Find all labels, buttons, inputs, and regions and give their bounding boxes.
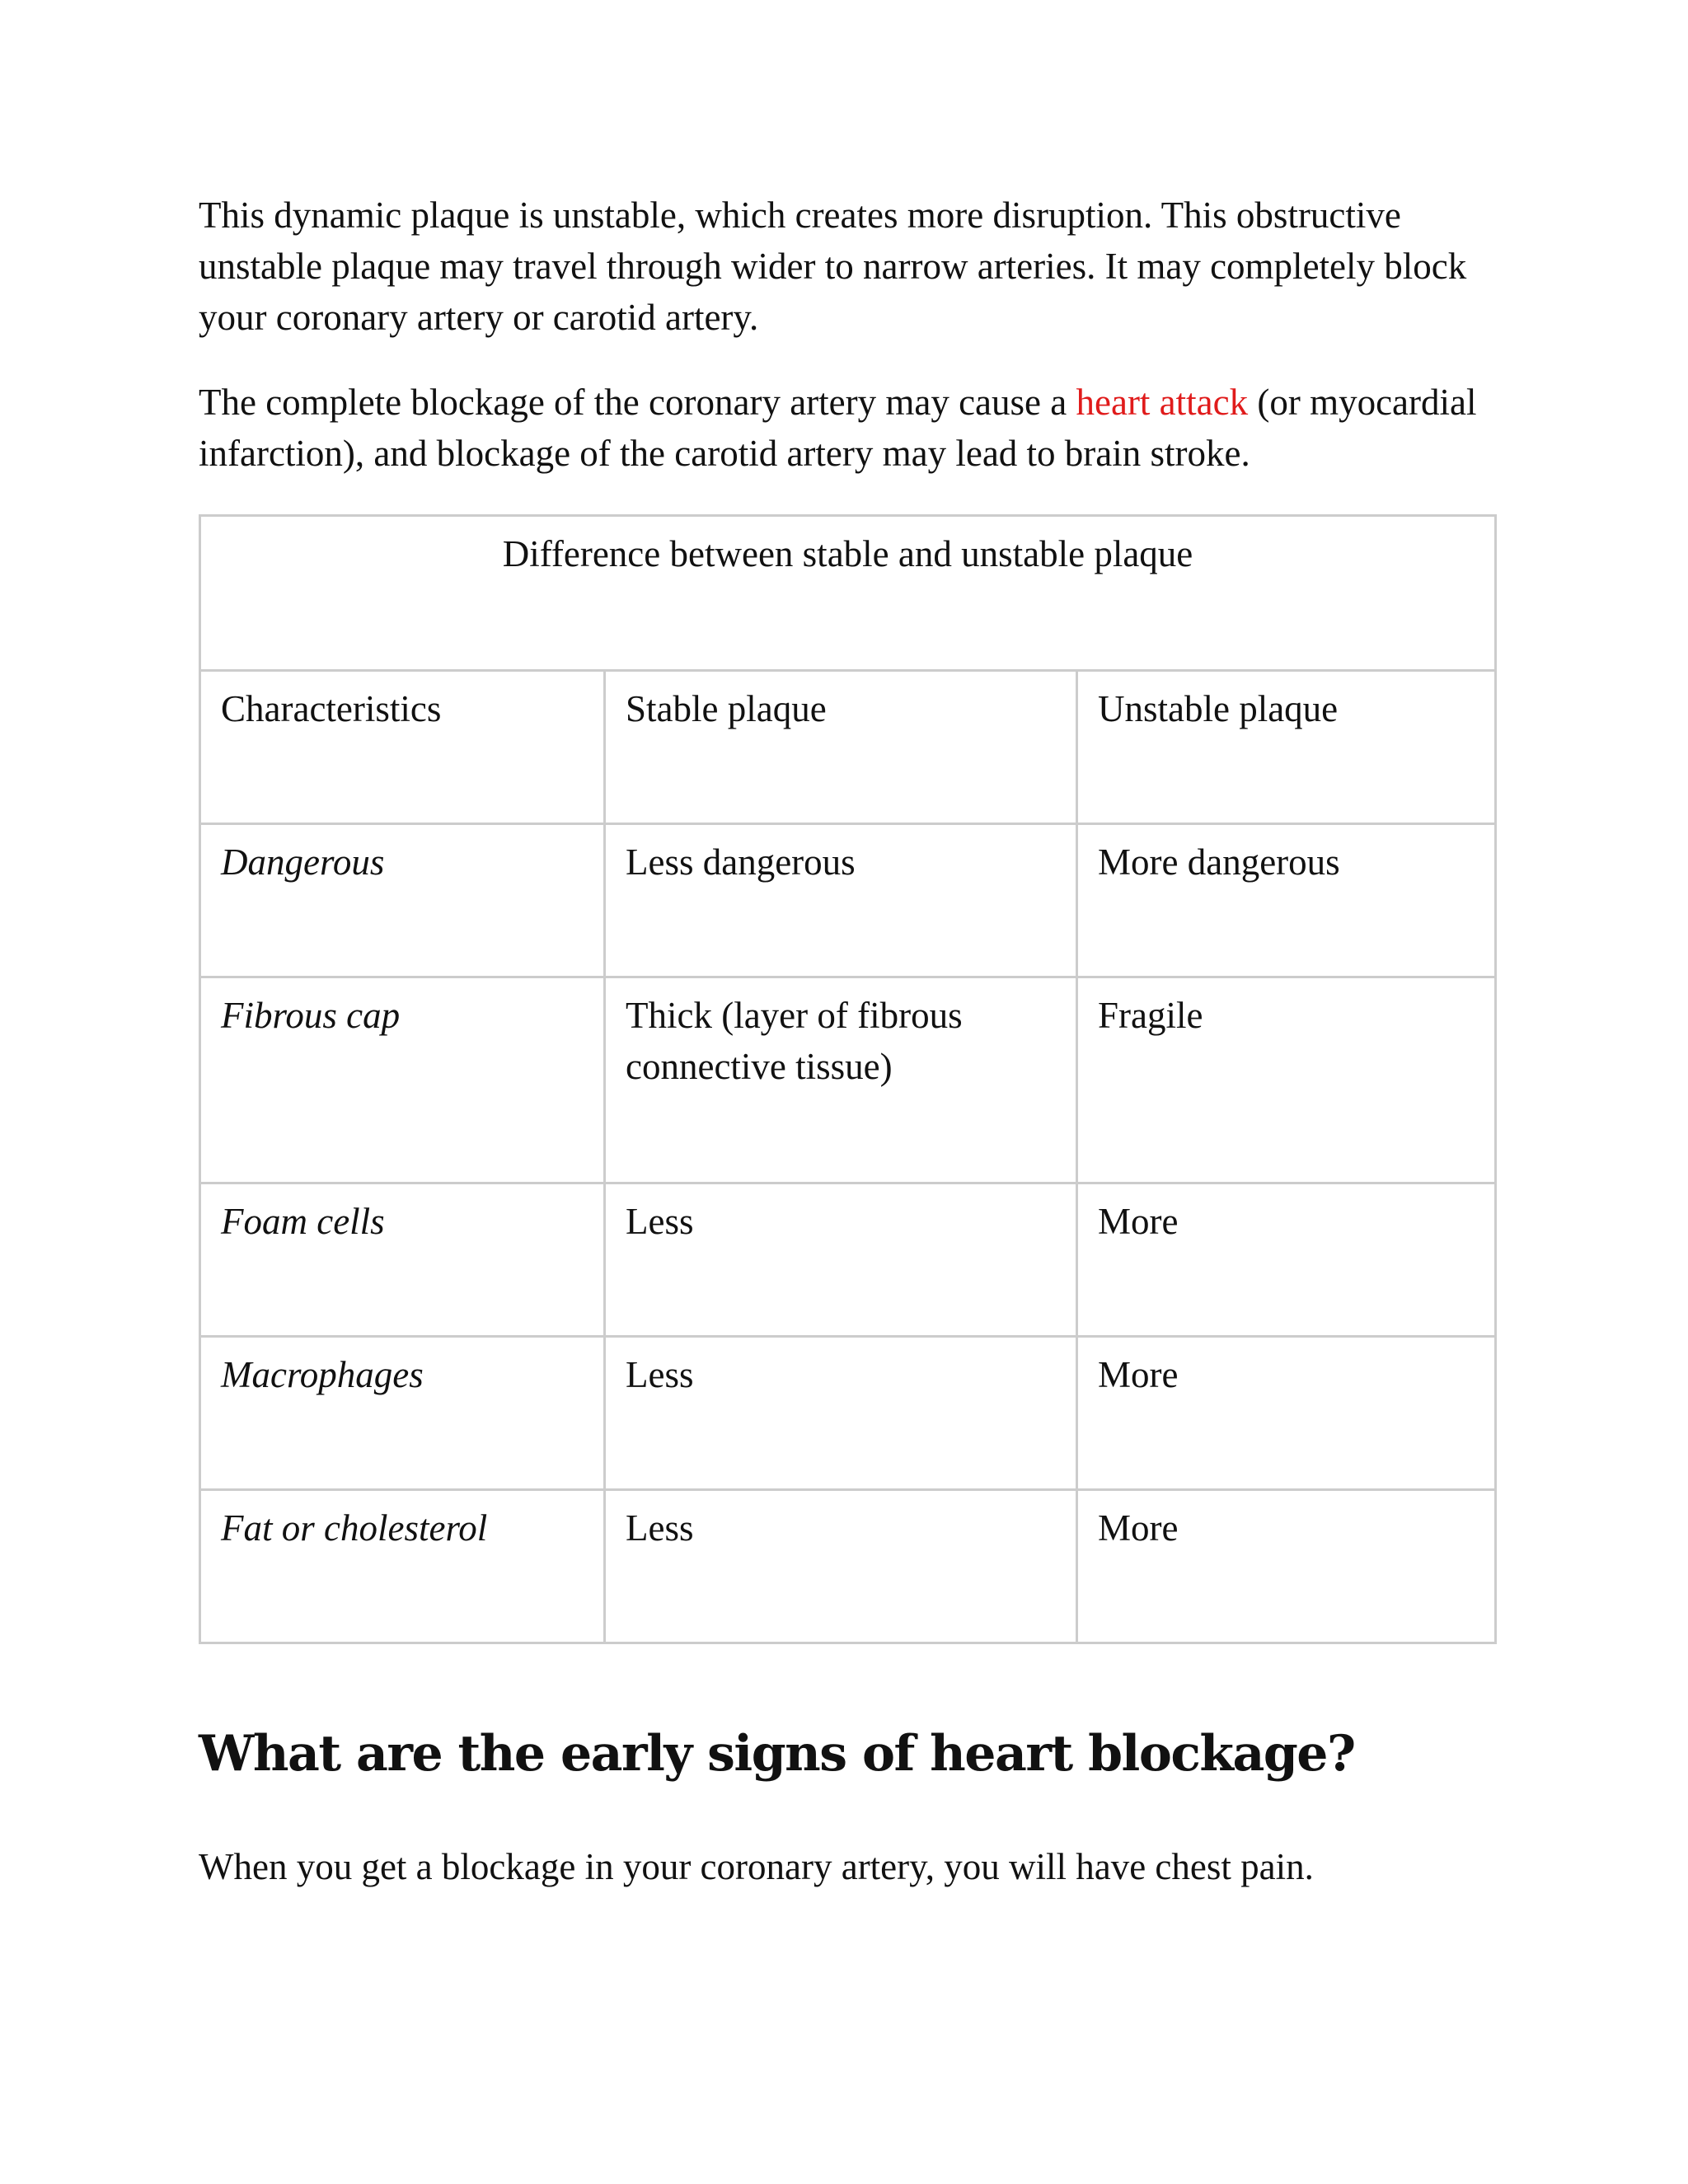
row-stable-value: Less [605, 1183, 1077, 1337]
paragraph-complete-blockage [199, 377, 1494, 479]
table-caption-row [200, 516, 1496, 671]
row-characteristic: Fibrous cap [200, 977, 605, 1183]
header-unstable-plaque: Unstable plaque [1077, 671, 1496, 824]
paragraph-text-before-link: The complete blockage of the coronary artery may cause a [199, 382, 1076, 423]
heart-attack-link[interactable]: heart attack [1076, 382, 1249, 423]
header-stable-plaque: Stable plaque [605, 671, 1077, 824]
table-caption: Difference between stable and unstable plaque [200, 516, 1496, 671]
row-characteristic: Dangerous [200, 824, 605, 977]
table-row [200, 1337, 1496, 1490]
row-stable-value: Thick (layer of fibrous connective tissue) [605, 977, 1077, 1183]
row-stable-value: Less dangerous [605, 824, 1077, 977]
table-row [200, 977, 1496, 1183]
row-stable-value: Less [605, 1490, 1077, 1643]
table-row [200, 824, 1496, 977]
row-characteristic: Foam cells [200, 1183, 605, 1337]
paragraph-unstable-plaque: This dynamic plaque is unstable, which creates more disruption. This obstructive unstable plaque may travel through wider to narrow arteries. It may completely block your coronary artery or carotid artery. [199, 194, 1467, 338]
row-unstable-value: More [1077, 1183, 1496, 1337]
row-unstable-value: More [1077, 1490, 1496, 1643]
table-row [200, 1490, 1496, 1643]
plaque-comparison-table [199, 514, 1497, 1644]
row-characteristic: Macrophages [200, 1337, 605, 1490]
row-unstable-value: More dangerous [1077, 824, 1496, 977]
paragraph-chest-pain: When you get a blockage in your coronary artery, you will have chest pain. [199, 1846, 1314, 1887]
row-stable-value: Less [605, 1337, 1077, 1490]
paragraph-text-after-link: (or myocardial infarction), and blockage of the carotid artery may lead to brain stroke. [199, 382, 1477, 474]
row-unstable-value: More [1077, 1337, 1496, 1490]
table-header-row [200, 671, 1496, 824]
header-characteristics: Characteristics [200, 671, 605, 824]
table-row [200, 1183, 1496, 1337]
section-heading: What are the early signs of heart blockage? [199, 1725, 1355, 1783]
article-content [199, 190, 1494, 1892]
row-unstable-value: Fragile [1077, 977, 1496, 1183]
row-characteristic: Fat or cholesterol [200, 1490, 605, 1643]
